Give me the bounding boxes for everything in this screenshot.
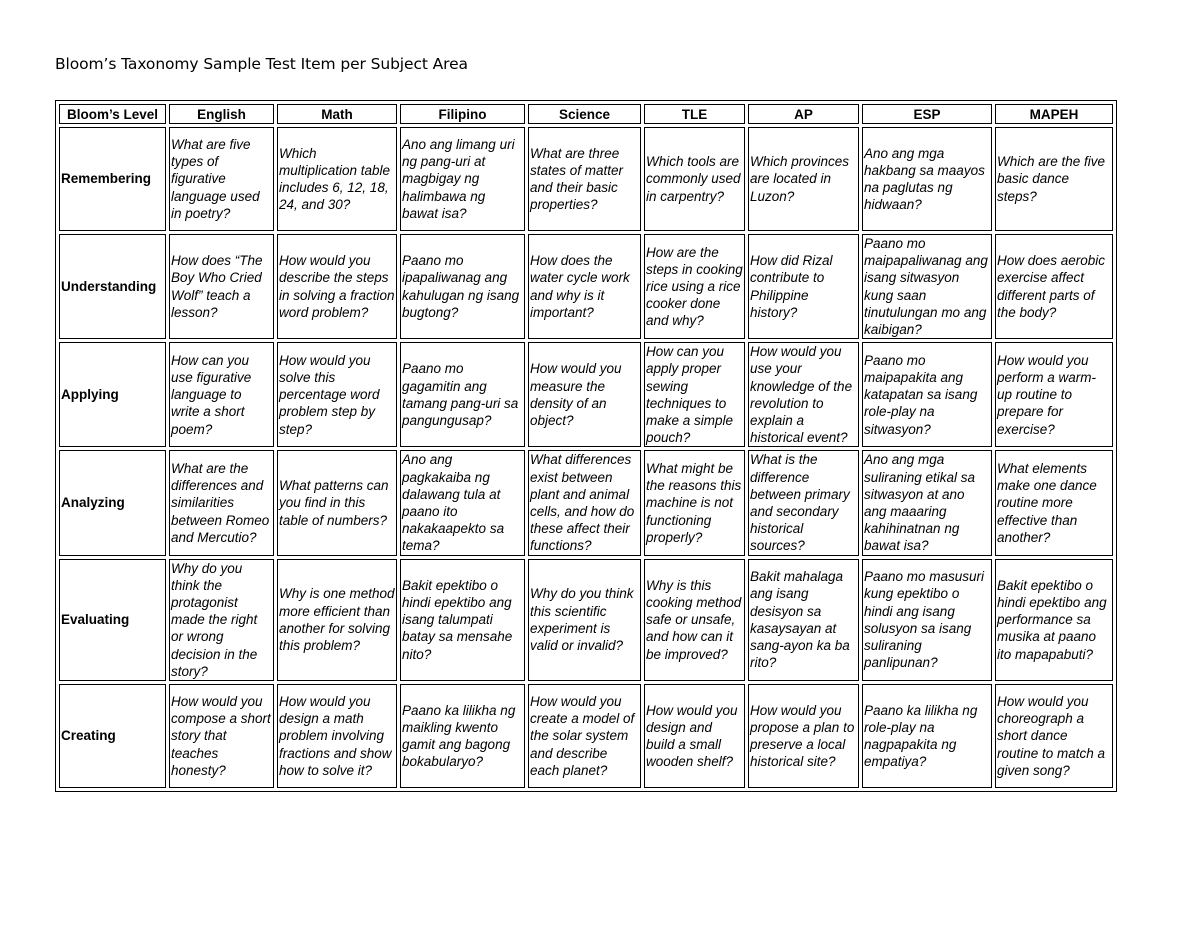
question-cell: What are five types of figurative language used in poetry?: [169, 127, 274, 231]
header-ap: AP: [748, 104, 859, 124]
taxonomy-table: [55, 100, 1117, 792]
question-cell: How would you choreograph a short dance routine to match a given song?: [995, 684, 1113, 788]
header-math: Math: [277, 104, 397, 124]
question-cell: How can you apply proper sewing techniques to make a simple pouch?: [644, 342, 745, 447]
question-cell: Bakit mahalaga ang isang desisyon sa kasaysayan at sang-ayon ka ba rito?: [748, 559, 859, 681]
level-cell: Evaluating: [59, 559, 166, 681]
question-cell: Ano ang mga suliraning etikal sa sitwasyon at ano ang maaaring kahihinatnan ng bawat isa?: [862, 450, 992, 555]
question-cell: Why do you think the protagonist made the right or wrong decision in the story?: [169, 559, 274, 681]
header-esp: ESP: [862, 104, 992, 124]
question-cell: What patterns can you find in this table of numbers?: [277, 450, 397, 555]
question-cell: Paano mo masusuri kung epektibo o hindi ang isang solusyon sa isang suliraning panlipunan?: [862, 559, 992, 681]
question-cell: Why is this cooking method safe or unsafe, and how can it be improved?: [644, 559, 745, 681]
question-cell: How would you propose a plan to preserve a local historical site?: [748, 684, 859, 788]
table-row: [59, 450, 1113, 555]
question-cell: Why is one method more efficient than another for solving this problem?: [277, 559, 397, 681]
question-cell: What might be the reasons this machine is not functioning properly?: [644, 450, 745, 555]
question-cell: How would you use your knowledge of the revolution to explain a historical event?: [748, 342, 859, 447]
question-cell: Paano mo maipapakita ang katapatan sa isang role-play na sitwasyon?: [862, 342, 992, 447]
header-filipino: Filipino: [400, 104, 525, 124]
level-cell: Applying: [59, 342, 166, 447]
header-level: Bloom’s Level: [59, 104, 166, 124]
table-row: [59, 342, 1113, 447]
header-english: English: [169, 104, 274, 124]
question-cell: How would you design and build a small wooden shelf?: [644, 684, 745, 788]
level-cell: Analyzing: [59, 450, 166, 555]
question-cell: Which tools are commonly used in carpentry?: [644, 127, 745, 231]
question-cell: Ano ang limang uri ng pang-uri at magbigay ng halimbawa ng bawat isa?: [400, 127, 525, 231]
level-cell: Creating: [59, 684, 166, 788]
question-cell: How would you solve this percentage word problem step by step?: [277, 342, 397, 447]
table-row: [59, 234, 1113, 339]
question-cell: Paano ka lilikha ng maikling kwento gamit ang bagong bokabularyo?: [400, 684, 525, 788]
question-cell: What are the differences and similarities between Romeo and Mercutio?: [169, 450, 274, 555]
question-cell: Which multiplication table includes 6, 12, 18, 24, and 30?: [277, 127, 397, 231]
table-row: [59, 684, 1113, 788]
question-cell: How would you describe the steps in solving a fraction word problem?: [277, 234, 397, 339]
question-cell: Ano ang pagkakaiba ng dalawang tula at paano ito nakakaapekto sa tema?: [400, 450, 525, 555]
question-cell: How would you create a model of the solar system and describe each planet?: [528, 684, 641, 788]
question-cell: Paano mo maipapaliwanag ang isang sitwasyon kung saan tinutulungan mo ang kaibigan?: [862, 234, 992, 339]
question-cell: How are the steps in cooking rice using a rice cooker done and why?: [644, 234, 745, 339]
level-cell: Understanding: [59, 234, 166, 339]
level-cell: Remembering: [59, 127, 166, 231]
question-cell: What differences exist between plant and animal cells, and how do these affect their functions?: [528, 450, 641, 555]
question-cell: What are three states of matter and their basic properties?: [528, 127, 641, 231]
table-row: [59, 127, 1113, 231]
header-row: [59, 104, 1113, 124]
question-cell: How can you use figurative language to write a short poem?: [169, 342, 274, 447]
question-cell: Why do you think this scientific experiment is valid or invalid?: [528, 559, 641, 681]
question-cell: What elements make one dance routine more effective than another?: [995, 450, 1113, 555]
question-cell: Which are the five basic dance steps?: [995, 127, 1113, 231]
question-cell: How would you design a math problem involving fractions and show how to solve it?: [277, 684, 397, 788]
header-tle: TLE: [644, 104, 745, 124]
question-cell: What is the difference between primary and secondary historical sources?: [748, 450, 859, 555]
document-title: Bloom’s Taxonomy Sample Test Item per Subject Area: [55, 55, 468, 73]
question-cell: How would you measure the density of an object?: [528, 342, 641, 447]
question-cell: How would you perform a warm-up routine to prepare for exercise?: [995, 342, 1113, 447]
question-cell: Paano mo ipapaliwanag ang kahulugan ng isang bugtong?: [400, 234, 525, 339]
question-cell: How does the water cycle work and why is it important?: [528, 234, 641, 339]
question-cell: Paano ka lilikha ng role-play na nagpapakita ng empatiya?: [862, 684, 992, 788]
question-cell: How does “The Boy Who Cried Wolf” teach a lesson?: [169, 234, 274, 339]
question-cell: How does aerobic exercise affect different parts of the body?: [995, 234, 1113, 339]
question-cell: Paano mo gagamitin ang tamang pang-uri sa pangungusap?: [400, 342, 525, 447]
question-cell: Which provinces are located in Luzon?: [748, 127, 859, 231]
question-cell: Bakit epektibo o hindi epektibo ang performance sa musika at paano ito mapapabuti?: [995, 559, 1113, 681]
question-cell: Bakit epektibo o hindi epektibo ang isang talumpati batay sa mensahe nito?: [400, 559, 525, 681]
question-cell: How did Rizal contribute to Philippine history?: [748, 234, 859, 339]
header-science: Science: [528, 104, 641, 124]
question-cell: Ano ang mga hakbang sa maayos na paglutas ng hidwaan?: [862, 127, 992, 231]
question-cell: How would you compose a short story that teaches honesty?: [169, 684, 274, 788]
table-row: [59, 559, 1113, 681]
header-mapeh: MAPEH: [995, 104, 1113, 124]
